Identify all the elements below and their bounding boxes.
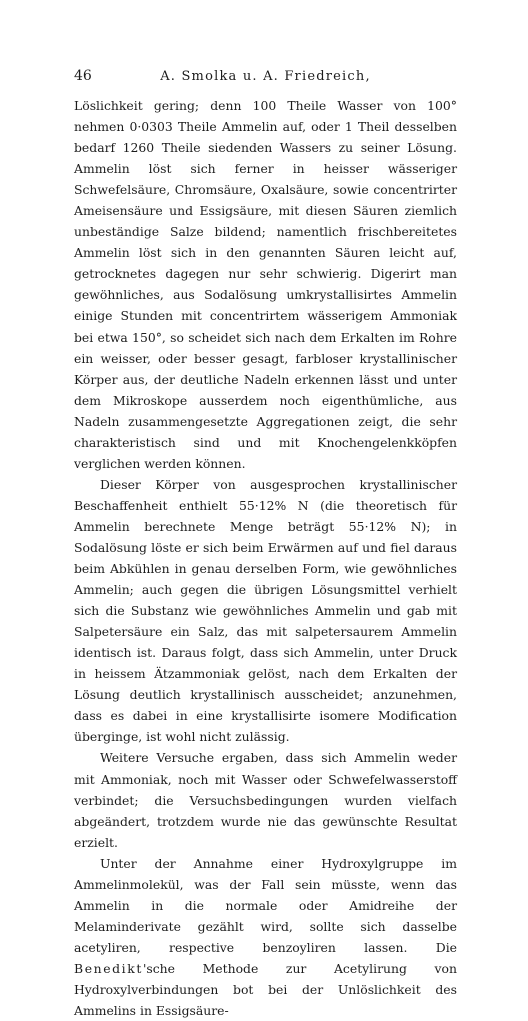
page [74,68,457,1021]
paragraph-4 [74,853,457,1021]
page-header [74,68,457,86]
paragraph-1: Löslichkeit gering; denn 100 Theile Wasser von 100° nehmen 0·0303 Theile Ammelin auf, oder 1 Theil desselben bedarf 1260 Theile siedenden Wassers zu seiner Lösung. Ammelin löst sich ferner in heisser wässeriger Schwefelsäure, Chromsäure, Oxalsäure, sowie concentrirter Ameisensäure und Essigsäure, mit diesen Säuren ziemlich unbeständige Salze bildend; namentlich frischbereitetes Ammelin löst sich in den genannten Säuren leicht auf, getrocknetes dagegen nur sehr schwierig. Digerirt man gewöhnliches, aus Sodalösung umkrystallisirtes Ammelin einige Stunden mit concentrirtem wässerigem Ammoniak bei etwa 150°, so scheidet sich nach dem Erkalten im Rohre ein weisser, oder besser gesagt, farbloser krystallinischer Körper aus, der deutliche Nadeln erkennen lässt und unter dem Mikroskope ausserdem noch eigenthümliche, aus Nadeln zusammengesetzte Aggregationen zeigt, die sehr charakteristisch sind und mit Knochengelenkköpfen verglichen werden können. [74,98,457,471]
paragraph-3: Weitere Versuche ergaben, dass sich Ammelin weder mit Ammoniak, noch mit Wasser oder Schwefelwasserstoff verbindet; die Versuchsbedingungen wurden vielfach abgeändert, trotzdem wurde nie das gewünschte Resultat erzielt. [74,750,457,850]
body-text [74,95,457,1021]
paragraph-4-text-after: 'sche Methode zur Acetylirung von Hydroxylverbindungen bot bei der Unlöslichkeit des Ammelins in Essigsäure- [74,960,457,1019]
paragraph-2: Dieser Körper von ausgesprochen krystallinischer Beschaffenheit enthielt 55·12% N (die theoretisch für Ammelin berechnete Menge beträgt 55·12% N); in Sodalösung löste er sich beim Erwärmen auf und fiel daraus beim Abkühlen in genau derselben Form, wie gewöhnliches Ammelin; auch gegen die übrigen Lösungsmittel verhielt sich die Substanz wie gewöhnliches Ammelin und gab mit Salpetersäure ein Salz, das mit salpetersaurem Ammelin identisch ist. Daraus folgt, dass sich Ammelin, unter Druck in heissem Ätzammoniak gelöst, nach dem Erkalten der Lösung deutlich krystallinisch ausscheidet; anzunehmen, dass es dabei in eine krystallisirte isomere Modification überginge, ist wohl nicht zulässig. [74,476,457,745]
author-name-benedikt: Benedikt [74,960,143,976]
paragraph-4-text-before: Unter der Annahme einer Hydroxylgruppe im Ammelinmolekül, was der Fall sein müsste, wenn das Ammelin in die normale oder Amidreihe der Melaminderivate gezählt wird, sollte sich dasselbe acetyliren, respective benzoyliren lassen. Die [74,855,457,955]
running-head: A. Smolka u. A. Friedreich, [160,69,371,84]
page-number: 46 [74,68,92,84]
